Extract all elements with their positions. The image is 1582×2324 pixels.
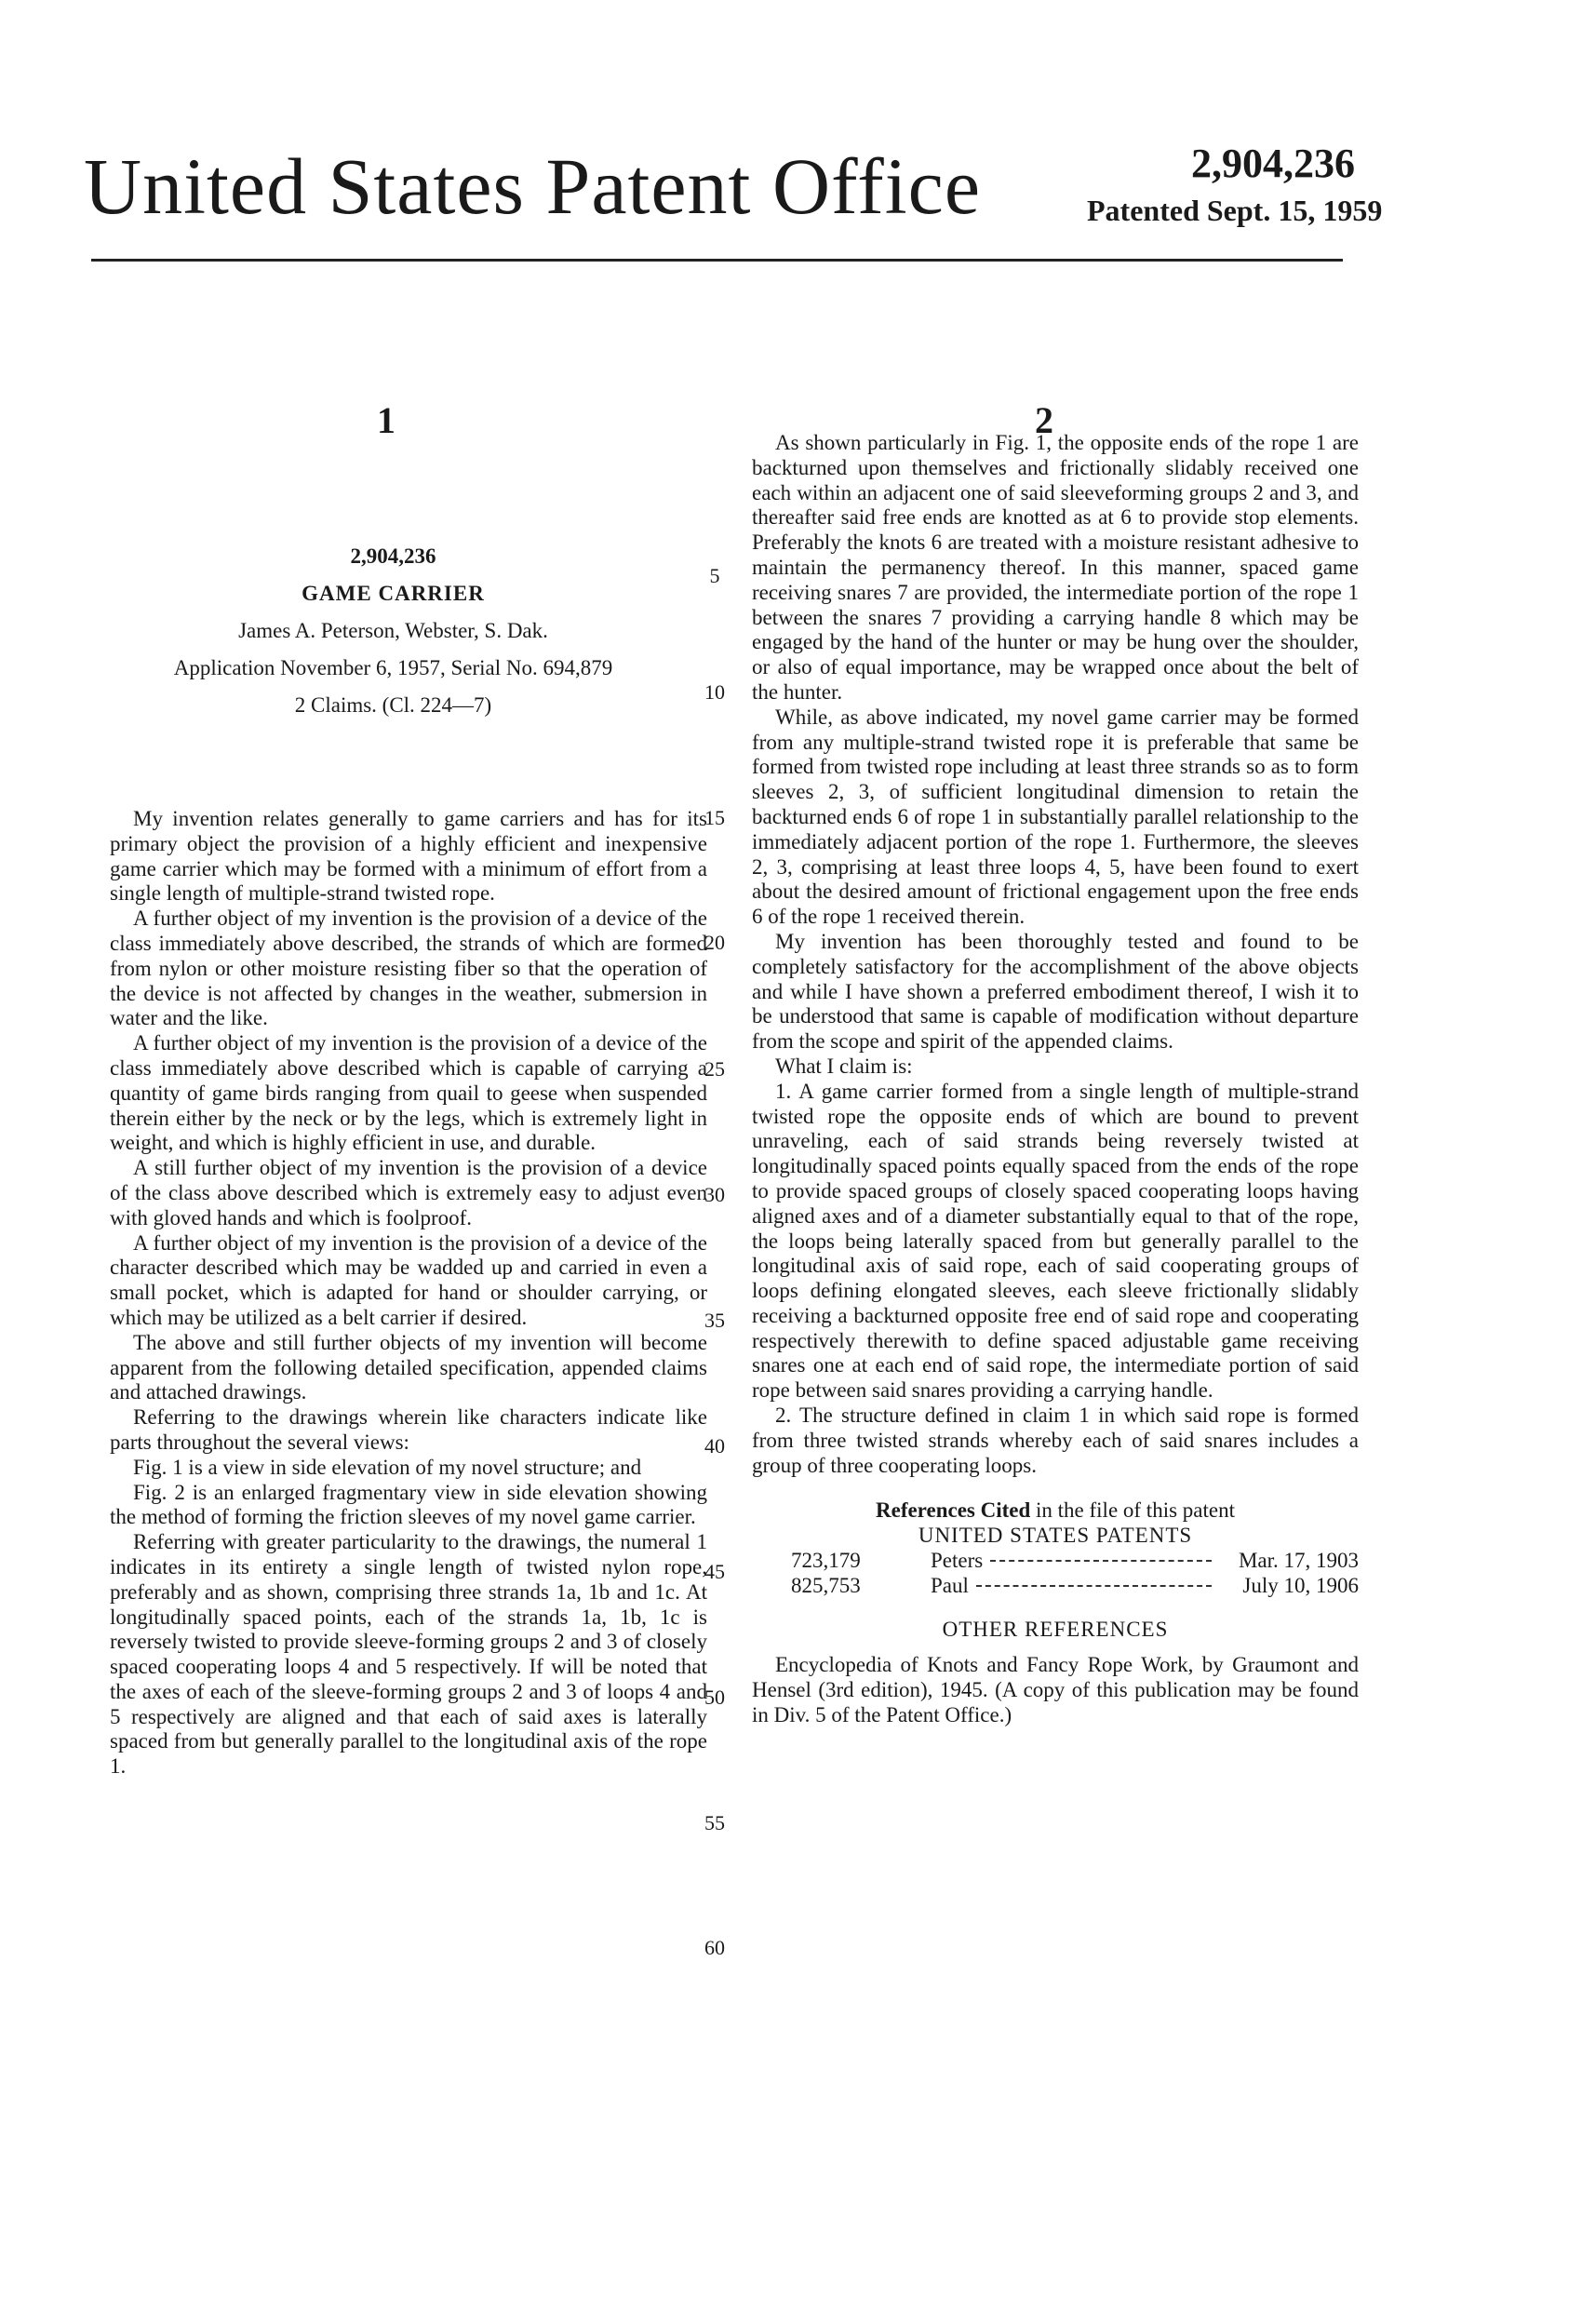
invention-title: GAME CARRIER bbox=[302, 582, 485, 605]
paragraph: A further object of my invention is the provision of a device of the class immediately above described, the strands of which are formed from nylon or other moisture resisting fiber so that the operation of the device is not affected by changes in the weather, submersion in water and the like. bbox=[110, 907, 707, 1030]
paragraph: As shown particularly in Fig. 1, the opposite ends of the rope 1 are backturned upon themselves and frictionally slidably received one each within an adjacent one of said sleeveforming groups 2 and 3, and thereafter said free ends are knotted as at 6 to provide stop elements. Preferably the knots 6 are treated with a moisture resistant adhesive to maintain the permanency thereof. In this manner, spaced game receiving snares 7 are provided, the intermediate portion of the rope 1 between the snares 7 providing a carrying handle 8 which may be engaged by the hand of the hunter or may be hung over the shoulder, or also of equal importance, may be wrapped once about the belt of the hunter. bbox=[752, 431, 1359, 704]
line-number: 30 bbox=[704, 1183, 725, 1206]
line-number: 5 bbox=[709, 564, 720, 587]
references-heading bbox=[752, 1498, 1359, 1524]
paragraph: A further object of my invention is the provision of a device of the class immediately above described which is capable of carrying a quantity of game birds ranging from quail to geese when suspended therein either by the neck or by the legs, which is extremely light in weight, and which is highly efficient in use, and durable. bbox=[110, 1031, 707, 1155]
inventor: James A. Peterson, Webster, S. Dak. bbox=[238, 619, 548, 642]
paragraph: My invention relates generally to game carriers and has for its primary object the provision of a highly efficient and inexpensive game carrier which may be formed with a minimum of effort from a single length of multiple-strand twisted rope. bbox=[110, 807, 707, 906]
line-number: 40 bbox=[704, 1434, 725, 1458]
paragraph: While, as above indicated, my novel game carrier may be formed from any multiple-strand twisted rope it is preferable that same be formed from twisted rope including at least three strands so as to form sleeves 2, 3, of sufficient longitudinal dimension to retain the backturned ends 6 of rope 1 in substantially parallel relationship to the immediately adjacent portion of the rope 1. Furthermore, the sleeves 2, 3, comprising at least three loops 4, 5, have been found to exert about the desired amount of frictional engagement upon the free ends 6 of the rope 1 received therein. bbox=[752, 705, 1359, 929]
paragraph: Fig. 1 is a view in side elevation of my novel structure; and bbox=[133, 1455, 642, 1479]
reference-row bbox=[791, 1549, 1359, 1574]
office-name: United States Patent Office bbox=[84, 141, 982, 231]
claims-info: 2 Claims. (Cl. 224—7) bbox=[294, 693, 492, 717]
paragraph: Referring with greater particularity to the drawings, the numeral 1 indicates in its entirety a single length of twisted nylon rope, preferably and as shown, comprising three strands 1a, 1b and 1c. At longitudinally spaced points, each of the strands 1a, 1b, 1c is reversely twisted to provide sleeve-forming groups 2 and 3 of closely spaced cooperating loops 4 and 5 respectively. If will be noted that the axes of each of the sleeve-forming groups 2 and 3 of loops 4 and 5 respectively are aligned and that each of said axes is laterally spaced from but generally parallel to the longitudinal axis of the rope 1. bbox=[110, 1530, 707, 1779]
paragraph: My invention has been thoroughly tested and found to be completely satisfactory for the accomplishment of the above objects and while I have shown a preferred embodiment thereof, I wish it to be understood that same is capable of modification without departure from the scope and spirit of the appended claims. bbox=[752, 929, 1359, 1054]
line-number: 20 bbox=[704, 931, 725, 954]
line-number: 55 bbox=[704, 1811, 725, 1834]
line-number: 45 bbox=[704, 1560, 725, 1583]
line-number: 35 bbox=[704, 1309, 725, 1332]
claim: 2. The structure defined in claim 1 in which said rope is formed from three twisted strands whereby each of said snares includes a group of three cooperating loops. bbox=[752, 1404, 1359, 1477]
patent-header bbox=[84, 140, 1387, 270]
line-number: 50 bbox=[704, 1686, 725, 1709]
patent-number: 2,904,236 bbox=[1191, 141, 1355, 186]
column-2-text bbox=[752, 431, 1359, 1728]
claim: 1. A game carrier formed from a single length of multiple-strand twisted rope the opposite ends of which are bound to prevent unraveling, each of said strands being reversely twisted at longitudinally spaced points equally spaced from the ends of the rope to provide spaced groups of closely spaced cooperating loops having aligned axes and of a diameter substantially equal to that of the rope, the loops being laterally spaced from but generally parallel to the longitudinal axis of said rope, each of said cooperating groups of loops defining elongated sleeves, each sleeve frictionally slidably receiving a backturned opposite free end of said rope and cooperating respectively therewith to define spaced adjustable game receiving snares one at each end of said rope, the intermediate portion of said rope between said snares providing a carrying handle. bbox=[752, 1079, 1359, 1403]
reference-row bbox=[791, 1574, 1359, 1599]
reference-date: Mar. 17, 1903 bbox=[1238, 1549, 1359, 1573]
line-number: 25 bbox=[704, 1057, 725, 1081]
line-number-gutter bbox=[696, 0, 733, 2048]
column-2-number: 2 bbox=[1035, 399, 1053, 441]
other-references-heading: OTHER REFERENCES bbox=[942, 1617, 1169, 1641]
title-block bbox=[93, 538, 693, 724]
line-number: 10 bbox=[704, 680, 725, 704]
reference-date: July 10, 1906 bbox=[1242, 1573, 1359, 1597]
references-heading-rest: in the file of this patent bbox=[1030, 1498, 1235, 1523]
paragraph: A still further object of my invention is the provision of a device of the class above described which is extremely easy to adjust even with gloved hands and which is foolproof. bbox=[110, 1156, 707, 1229]
column-1-number: 1 bbox=[377, 399, 396, 441]
line-number: 60 bbox=[704, 1936, 725, 1959]
reference-name: Paul bbox=[931, 1573, 969, 1597]
paragraph: The above and still further objects of my invention will become apparent from the following detailed specification, appended claims and attached drawings. bbox=[110, 1330, 707, 1404]
leader-dashes bbox=[990, 1560, 1212, 1562]
other-references-text: Encyclopedia of Knots and Fancy Rope Work, by Graumont and Hensel (3rd edition), 1945. (A copy of this publication may be found in Div. 5 of the Patent Office.) bbox=[752, 1653, 1359, 1727]
application-info: Application November 6, 1957, Serial No. 694,879 bbox=[173, 656, 613, 679]
title-patent-number: 2,904,236 bbox=[350, 544, 436, 568]
leader-dashes bbox=[976, 1585, 1212, 1587]
reference-number: 723,179 bbox=[791, 1549, 861, 1573]
column-1-text bbox=[110, 807, 707, 1780]
paragraph: What I claim is: bbox=[775, 1054, 913, 1078]
paragraph: Referring to the drawings wherein like characters indicate like parts throughout the several views: bbox=[110, 1405, 707, 1454]
line-number: 15 bbox=[704, 806, 725, 829]
patent-date: Patented Sept. 15, 1959 bbox=[1087, 194, 1383, 227]
paragraph: A further object of my invention is the provision of a device of the character described which may be wadded up and carried in even a small pocket, which is adapted for hand or shoulder carrying, or which may be utilized as a belt carrier if desired. bbox=[110, 1230, 707, 1329]
us-patents-heading: UNITED STATES PATENTS bbox=[918, 1524, 1193, 1548]
reference-name: Peters bbox=[931, 1549, 984, 1573]
reference-number: 825,753 bbox=[791, 1573, 861, 1597]
references-heading-bold: References Cited bbox=[876, 1498, 1031, 1523]
paragraph: Fig. 2 is an enlarged fragmentary view in side elevation showing the method of forming the friction sleeves of my novel game carrier. bbox=[110, 1480, 707, 1529]
